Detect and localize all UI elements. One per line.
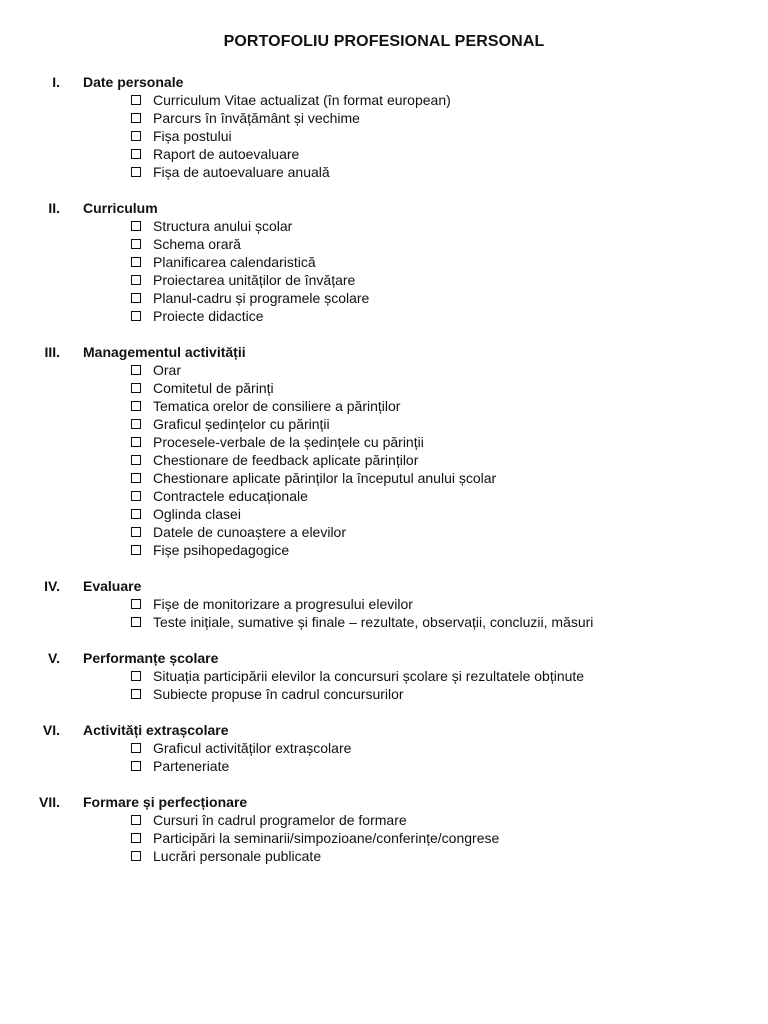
checklist-item-label: Cursuri în cadrul programelor de formare xyxy=(153,812,407,828)
checkbox-icon xyxy=(131,95,141,105)
checklist-item xyxy=(0,613,768,631)
checklist xyxy=(0,361,768,559)
checkbox-icon xyxy=(131,617,141,627)
section-title: Curriculum xyxy=(83,200,158,216)
checklist-item xyxy=(0,307,768,325)
checklist-item xyxy=(0,91,768,109)
section-title: Activități extrașcolare xyxy=(83,722,229,738)
checklist-item-label: Subiecte propuse în cadrul concursurilor xyxy=(153,686,404,702)
checklist-item xyxy=(0,415,768,433)
checklist-item-label: Planificarea calendaristică xyxy=(153,254,316,270)
section-title: Date personale xyxy=(83,74,184,90)
section-numeral: III. xyxy=(44,344,60,360)
checklist-item-label: Procesele-verbale de la ședințele cu părinții xyxy=(153,434,424,450)
section xyxy=(0,343,768,559)
checklist-item-label: Proiecte didactice xyxy=(153,308,264,324)
checklist-item-label: Comitetul de părinți xyxy=(153,380,274,396)
checkbox-icon xyxy=(131,527,141,537)
checkbox-icon xyxy=(131,743,141,753)
checklist-item xyxy=(0,847,768,865)
checklist-item-label: Parcurs în învățământ și vechime xyxy=(153,110,360,126)
checklist xyxy=(0,217,768,325)
checklist-item xyxy=(0,271,768,289)
checklist-item xyxy=(0,163,768,181)
section-heading xyxy=(0,343,768,361)
checklist-item-label: Fișa postului xyxy=(153,128,232,144)
checklist-item xyxy=(0,667,768,685)
checklist-item xyxy=(0,127,768,145)
section-numeral: V. xyxy=(48,650,60,666)
checkbox-icon xyxy=(131,599,141,609)
checkbox-icon xyxy=(131,437,141,447)
checklist-item-label: Participări la seminarii/simpozioane/conferințe/congrese xyxy=(153,830,500,846)
checklist-item xyxy=(0,253,768,271)
checklist-item-label: Schema orară xyxy=(153,236,241,252)
section-heading xyxy=(0,73,768,91)
checkbox-icon xyxy=(131,689,141,699)
section xyxy=(0,793,768,865)
section xyxy=(0,199,768,325)
checklist-item xyxy=(0,289,768,307)
checklist xyxy=(0,667,768,703)
checklist xyxy=(0,811,768,865)
checkbox-icon xyxy=(131,851,141,861)
checkbox-icon xyxy=(131,401,141,411)
section xyxy=(0,721,768,775)
checkbox-icon xyxy=(131,455,141,465)
checklist-item xyxy=(0,523,768,541)
checklist-item-label: Chestionare de feedback aplicate părinților xyxy=(153,452,419,468)
checkbox-icon xyxy=(131,473,141,483)
checklist-item-label: Fișe de monitorizare a progresului elevilor xyxy=(153,596,413,612)
checkbox-icon xyxy=(131,221,141,231)
section-numeral: IV. xyxy=(44,578,60,594)
section-numeral: VI. xyxy=(42,722,60,738)
checklist-item-label: Fișa de autoevaluare anuală xyxy=(153,164,330,180)
checkbox-icon xyxy=(131,833,141,843)
checklist-item-label: Curriculum Vitae actualizat (în format european) xyxy=(153,92,451,108)
checklist-item xyxy=(0,487,768,505)
section-title: Evaluare xyxy=(83,578,142,594)
checklist-item xyxy=(0,145,768,163)
checklist-item xyxy=(0,595,768,613)
checklist-item-label: Lucrări personale publicate xyxy=(153,848,322,864)
checklist-item xyxy=(0,217,768,235)
checkbox-icon xyxy=(131,149,141,159)
checklist-item xyxy=(0,397,768,415)
checklist-item-label: Oglinda clasei xyxy=(153,506,241,522)
checklist-item-label: Fișe psihopedagogice xyxy=(153,542,290,558)
checkbox-icon xyxy=(131,671,141,681)
checklist-item-label: Planul-cadru și programele școlare xyxy=(153,290,370,306)
checklist xyxy=(0,91,768,181)
checklist-item xyxy=(0,685,768,703)
checklist-item xyxy=(0,109,768,127)
checklist-item-label: Graficul ședințelor cu părinții xyxy=(153,416,330,432)
checklist-item xyxy=(0,829,768,847)
checkbox-icon xyxy=(131,257,141,267)
checkbox-icon xyxy=(131,275,141,285)
checkbox-icon xyxy=(131,293,141,303)
checkbox-icon xyxy=(131,545,141,555)
checkbox-icon xyxy=(131,167,141,177)
section-title: Managementul activității xyxy=(83,344,246,360)
checkbox-icon xyxy=(131,419,141,429)
checkbox-icon xyxy=(131,815,141,825)
checkbox-icon xyxy=(131,761,141,771)
checklist-item-label: Graficul activităților extrașcolare xyxy=(153,740,352,756)
checklist-item-label: Teste inițiale, sumative și finale – rezultate, observații, concluzii, măsuri xyxy=(153,614,594,630)
section-heading xyxy=(0,649,768,667)
checklist-item xyxy=(0,235,768,253)
section xyxy=(0,73,768,181)
page-title: PORTOFOLIU PROFESIONAL PERSONAL xyxy=(223,33,545,50)
checklist-item-label: Situația participării elevilor la concursuri școlare și rezultatele obținute xyxy=(153,668,585,684)
checklist-item xyxy=(0,433,768,451)
section-title: Performanțe școlare xyxy=(83,650,219,666)
checklist-item-label: Chestionare aplicate părinților la începutul anului școlar xyxy=(153,470,497,486)
checklist-item-label: Raport de autoevaluare xyxy=(153,146,300,162)
checklist-item xyxy=(0,757,768,775)
section-title: Formare și perfecționare xyxy=(83,794,248,810)
checklist-item xyxy=(0,469,768,487)
checkbox-icon xyxy=(131,491,141,501)
section-numeral: VII. xyxy=(38,794,60,810)
section xyxy=(0,649,768,703)
checklist-item-label: Structura anului școlar xyxy=(153,218,293,234)
checklist-item-label: Orar xyxy=(153,362,181,378)
checkbox-icon xyxy=(131,113,141,123)
checklist-item xyxy=(0,451,768,469)
section-numeral: I. xyxy=(52,74,60,90)
checklist-item-label: Proiectarea unităților de învățare xyxy=(153,272,356,288)
checklist-item xyxy=(0,379,768,397)
section-heading xyxy=(0,577,768,595)
checklist-item-label: Datele de cunoaștere a elevilor xyxy=(153,524,347,540)
checklist-item-label: Contractele educaționale xyxy=(153,488,308,504)
section-heading xyxy=(0,793,768,811)
checkbox-icon xyxy=(131,131,141,141)
checkbox-icon xyxy=(131,311,141,321)
sections-container xyxy=(0,73,768,865)
checklist xyxy=(0,739,768,775)
checklist-item xyxy=(0,505,768,523)
checklist-item-label: Parteneriate xyxy=(153,758,230,774)
checklist-item xyxy=(0,739,768,757)
checkbox-icon xyxy=(131,383,141,393)
section-numeral: II. xyxy=(48,200,60,216)
section-heading xyxy=(0,199,768,217)
checklist-item xyxy=(0,811,768,829)
checkbox-icon xyxy=(131,509,141,519)
checkbox-icon xyxy=(131,239,141,249)
checkbox-icon xyxy=(131,365,141,375)
checklist-item xyxy=(0,541,768,559)
checklist-item xyxy=(0,361,768,379)
section xyxy=(0,577,768,631)
checklist-item-label: Tematica orelor de consiliere a părinților xyxy=(153,398,401,414)
checklist xyxy=(0,595,768,631)
section-heading xyxy=(0,721,768,739)
